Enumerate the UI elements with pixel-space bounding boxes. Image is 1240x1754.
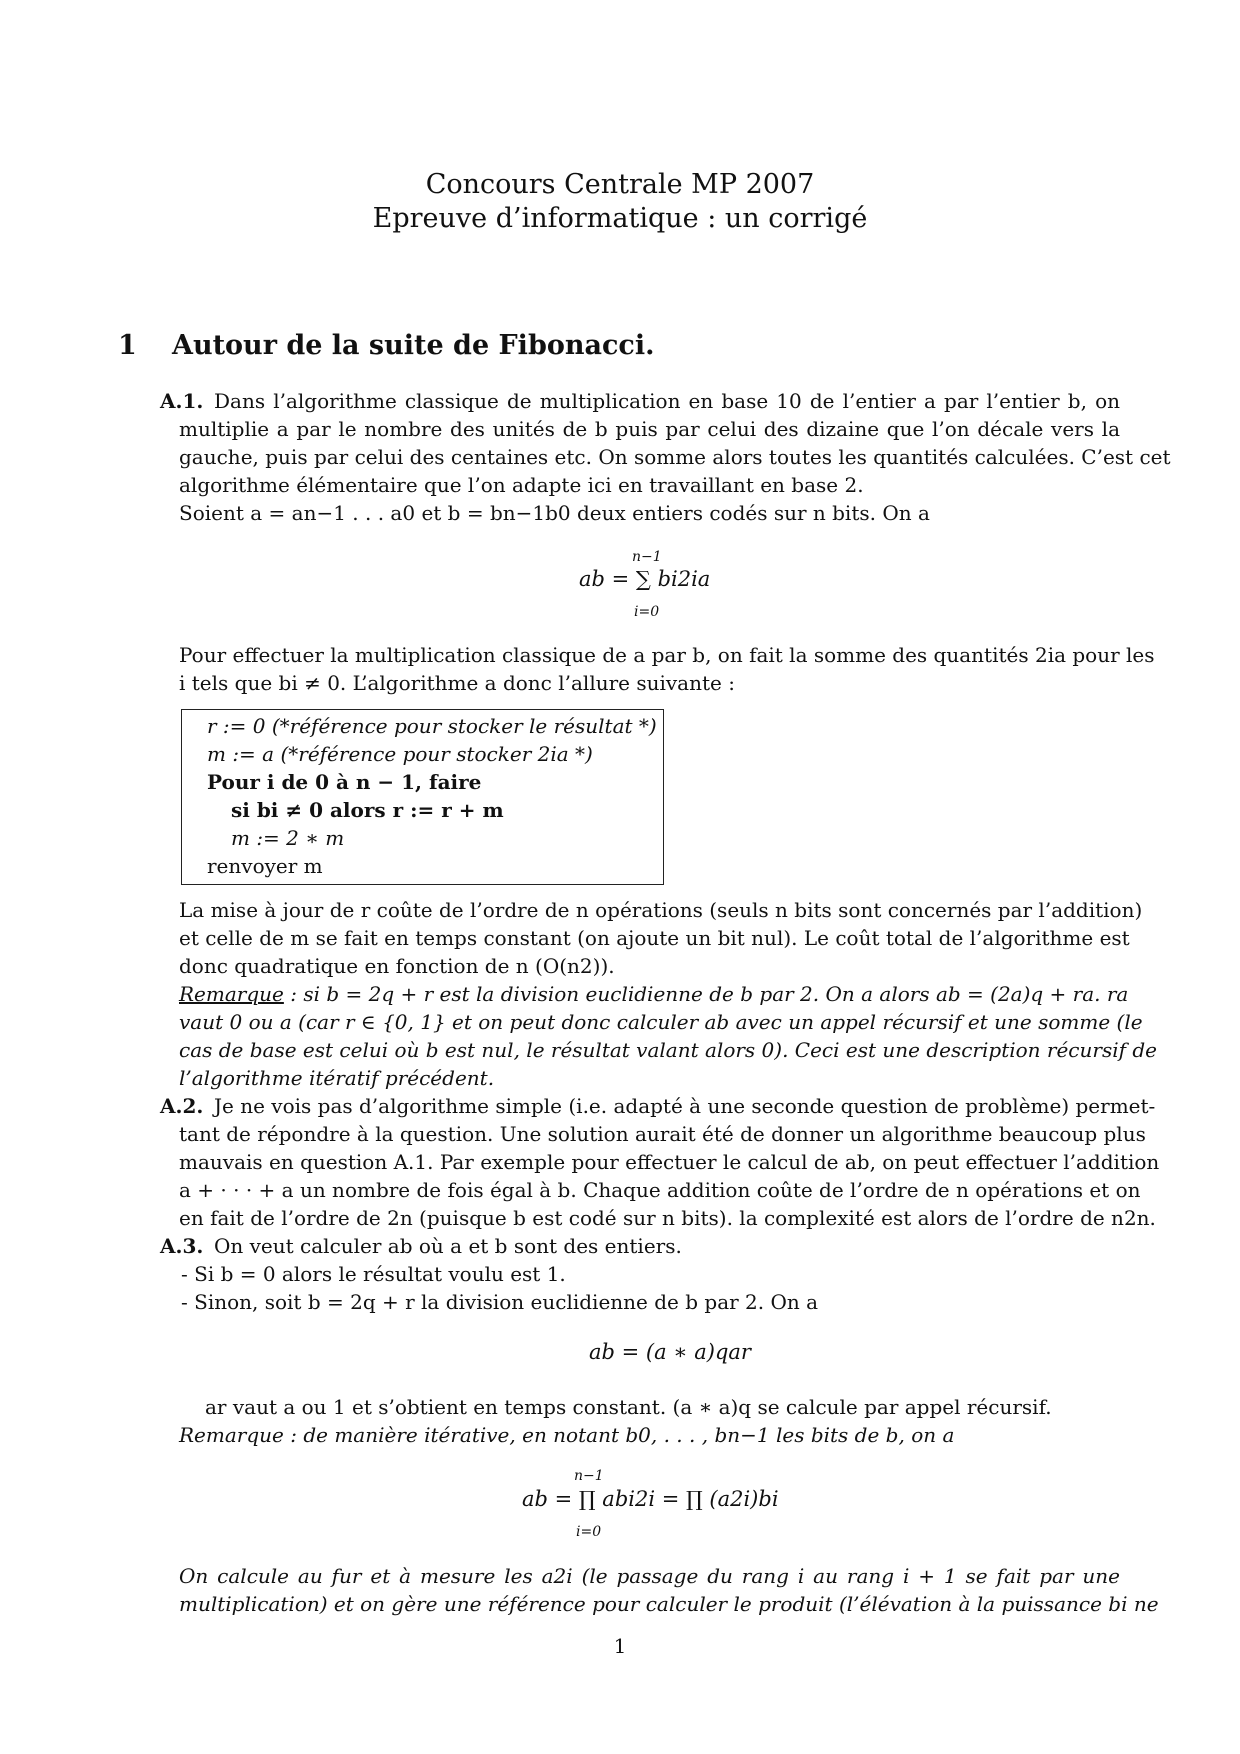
a2-label: A.2. <box>160 1094 204 1118</box>
a1-remark-line-1 <box>179 980 1129 1008</box>
page-number: 1 <box>613 1634 627 1658</box>
a2-line-3: mauvais en question A.1. Par exemple pour effectuer le calcul de ab, on peut effectuer l’addition <box>179 1150 1160 1174</box>
eq3-product: ab = ∏ abi2i = ∏ (a2i)bi <box>522 1487 779 1511</box>
a1-line-6: Pour effectuer la multiplication classique de a par b, on fait la somme des quantités 2ia pour les <box>179 643 1155 667</box>
eq1-upper-limit: n−1 <box>632 549 662 565</box>
remark-text-1: : si b = 2q + r est la division euclidienne de b par 2. On a alors ab = (2a)q + ra. ra <box>283 982 1129 1006</box>
a1-remark-line-4: l’algorithme itératif précédent. <box>179 1066 495 1090</box>
document-title: Concours Centrale MP 2007 <box>425 169 815 200</box>
eq3-lower-limit: i=0 <box>576 1524 602 1540</box>
a1-line-3: gauche, puis par celui des centaines etc. On somme alors toutes les quantités calculées. C’est cet <box>179 445 1171 469</box>
a1-line-4: algorithme élémentaire que l’on adapte ici en travaillant en base 2. <box>179 473 864 497</box>
section-title: Autour de la suite de Fibonacci. <box>172 330 655 361</box>
a3-bullet-2: - Sinon, soit b = 2q + r la division euclidienne de b par 2. On a <box>181 1290 819 1314</box>
a1-line-1: Dans l’algorithme classique de multiplication en base 10 de l’entier a par l’entier b, on <box>214 389 1120 413</box>
eq1-lower-limit: i=0 <box>634 604 660 620</box>
a1-line-5: Soient a = an−1 . . . a0 et b = bn−1b0 deux entiers codés sur n bits. On a <box>179 501 930 525</box>
algo-line-4: si bi ≠ 0 alors r := r + m <box>231 798 504 822</box>
a1-line-2: multiplie a par le nombre des unités de b puis par celui des dizaine que l’on décale vers la <box>179 417 1120 441</box>
a3-label: A.3. <box>160 1234 204 1258</box>
a1-line-8: La mise à jour de r coûte de l’ordre de n opérations (seuls n bits sont concernés par l’addition) <box>179 898 1143 922</box>
a2-line-2: tant de répondre à la question. Une solution aurait été de donner un algorithme beaucoup plus <box>179 1122 1146 1146</box>
a2-line-5: en fait de l’ordre de 2n (puisque b est codé sur n bits). la complexité est alors de l’ordre de n2n. <box>179 1206 1156 1230</box>
a3-bullet-1: - Si b = 0 alors le résultat voulu est 1. <box>181 1262 566 1286</box>
eq2-power: ab = (a ∗ a)qar <box>589 1340 751 1364</box>
algo-line-2: m := a (*référence pour stocker 2ia *) <box>207 742 593 766</box>
eq3-upper-limit: n−1 <box>574 1468 604 1484</box>
a3-line-3: On calcule au fur et à mesure les a2i (le passage du rang i au rang i + 1 se fait par une <box>179 1564 1120 1588</box>
a2-line-1: Je ne vois pas d’algorithme simple (i.e. adapté à une seconde question de problème) permet- <box>214 1094 1156 1118</box>
section-number: 1 <box>118 330 137 361</box>
eq1-sum: ab = ∑ bi2ia <box>579 567 711 591</box>
a3-remark: Remarque : de manière itérative, en notant b0, . . . , bn−1 les bits de b, on a <box>179 1423 955 1447</box>
a3-line-2: ar vaut a ou 1 et s’obtient en temps constant. (a ∗ a)q se calcule par appel récursif. <box>205 1395 1052 1419</box>
a2-line-4: a + · · · + a un nombre de fois égal à b. Chaque addition coûte de l’ordre de n opérations et on <box>179 1178 1141 1202</box>
algo-line-5: m := 2 ∗ m <box>231 826 345 850</box>
a3-line-4: multiplication) et on gère une référence pour calculer le produit (l’élévation à la puissance bi ne <box>179 1592 1159 1616</box>
a3-line-1: On veut calculer ab où a et b sont des entiers. <box>214 1234 682 1258</box>
algo-line-6: renvoyer m <box>207 854 323 878</box>
a1-line-7: i tels que bi ≠ 0. L’algorithme a donc l’allure suivante : <box>179 671 735 695</box>
algo-line-3: Pour i de 0 à n − 1, faire <box>207 770 482 794</box>
a1-line-10: donc quadratique en fonction de n (O(n2)). <box>179 954 615 978</box>
a1-remark-line-2: vaut 0 ou a (car r ∈ {0, 1} et on peut donc calculer ab avec un appel récursif et une somme (le <box>179 1010 1143 1034</box>
a1-label: A.1. <box>160 389 204 413</box>
a1-line-9: et celle de m se fait en temps constant (on ajoute un bit nul). Le coût total de l’algorithme est <box>179 926 1130 950</box>
algo-line-1: r := 0 (*référence pour stocker le résultat *) <box>207 714 657 738</box>
remark-label: Remarque <box>179 982 284 1006</box>
a1-remark-line-3: cas de base est celui où b est nul, le résultat valant alors 0). Ceci est une description récursif de <box>179 1038 1157 1062</box>
document-subtitle: Epreuve d’informatique : un corrigé <box>372 203 868 234</box>
